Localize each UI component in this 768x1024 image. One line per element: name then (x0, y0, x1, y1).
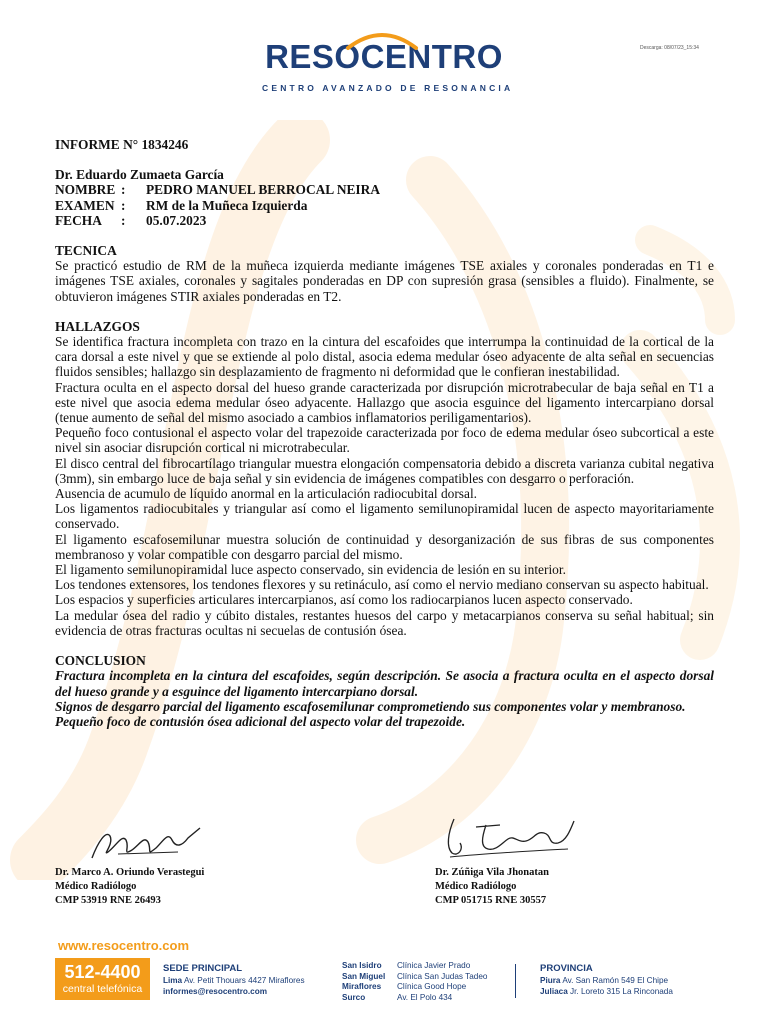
province-address: Av. San Ramón 549 El Chipe (562, 976, 669, 985)
website-link[interactable]: www.resocentro.com (58, 938, 189, 953)
footer-divider (515, 964, 516, 998)
download-stamp: Descarga: 08/07/23_15:34 (640, 45, 699, 51)
conclusion-paragraph: Pequeño foco de contusión ósea adicional del aspecto volar del trapezoide. (55, 713, 466, 729)
conclusion-paragraph: Fractura incompleta en la cintura del escafoides, según descripción. Se asocia a fractura oculta en el aspecto dorsal del hueso grande y a esguince del ligamento intercarpiano dorsal. (55, 668, 714, 699)
conclusion-paragraph: Signos de desgarro parcial del ligamento escafosemilunar comprometiendo sus componentes volar y membranoso. (55, 698, 686, 714)
signer-name: Dr. Marco A. Oriundo Verastegui (55, 867, 205, 878)
province-city: Juliaca (540, 987, 568, 996)
clinic-area: Surco (342, 992, 366, 1002)
province-info (540, 963, 673, 997)
clinic-name: Av. El Polo 434 (397, 992, 453, 1002)
finding-paragraph: Los ligamentos radiocubitales y triangular así como el ligamento semilunopiramidal lucen de aspecto mayoritariamente conservado. (55, 501, 714, 532)
finding-paragraph: Se identifica fractura incompleta con trazo en la cintura del escafoides que interrumpa la continuidad de la cortical de la cara dorsal a este nivel y que se extiende al polo distal, asocia edema medular óseo adyacente de alta señal en secuencias fluidos sensibles; hallazgo sin desplazamiento de fragmento ni deformidad que le confieran inestabilidad. (55, 334, 714, 380)
clinic-row (342, 972, 487, 983)
meta-colon: : (121, 197, 126, 213)
report-body (55, 137, 714, 729)
province-row (540, 986, 673, 997)
signer-name: Dr. Zúñiga Vila Jhonatan (435, 867, 549, 878)
finding-paragraph: Pequeño foco contusional el aspecto volar del trapezoide caracterizada por foco de edema medular óseo subcortical a este nivel sin asociar disrupción cortical ni microtrabecular. (55, 425, 714, 456)
clinic-row (342, 961, 487, 972)
meta-row-exam (55, 198, 714, 213)
signature-left (55, 866, 204, 908)
meta-value: RM de la Muñeca Izquierda (146, 197, 308, 213)
clinic-name: Clínica Javier Prado (397, 961, 471, 970)
logo-arc-icon (342, 28, 422, 52)
hq-district: Lima (163, 976, 183, 985)
finding-paragraph: La medular ósea del radio y cúbito distales, restantes huesos del carpo y metacarpianos conserva su señal habitual; sin evidencia de otras fracturas ocultas ni secuelas de contusión ósea. (55, 607, 714, 638)
meta-value: 05.07.2023 (146, 212, 207, 228)
logo-name: RESOCENTRO (265, 38, 503, 75)
hq-title: SEDE PRINCIPAL (163, 963, 243, 974)
logo-wordmark (262, 38, 506, 76)
meta-row-name (55, 182, 714, 197)
finding-paragraph: Los tendones extensores, los tendones flexores y su retináculo, así como el nervio mediano conservan su aspecto habitual. (55, 577, 709, 593)
referring-doctor: Dr. Eduardo Zumaeta García (55, 167, 224, 183)
findings-heading: HALLAZGOS (55, 318, 140, 334)
technique-text: Se practicó estudio de RM de la muñeca izquierda mediante imágenes TSE axiales y coronales ponderadas en T1 e imágenes TSE axiales, coronales y sagitales ponderadas en DP con supresión grasa (sensibles a fluido). Finalmente, se obtuvieron imágenes STIR axiales ponderadas en T2. (55, 258, 714, 304)
clinic-area: San Isidro (342, 961, 382, 970)
meta-colon: : (121, 212, 126, 228)
finding-paragraph: El ligamento escafosemilunar muestra solución de continuidad y desorganización de sus fibras de sus componentes membranoso y volar compatible con desgarro parcial del mismo. (55, 531, 714, 562)
signature-right-image (440, 813, 580, 863)
signer-role: Médico Radiólogo (55, 881, 137, 892)
signature-left-image (88, 822, 213, 864)
clinic-row (342, 982, 487, 993)
meta-label: NOMBRE (55, 182, 116, 198)
finding-paragraph: El disco central del fibrocartílago triangular muestra elongación compensatoria debido a discreta varianza cubital negativa (3mm), sin embargo luce de baja señal y sin evidencia de imágenes compatibles con desgarro o perforación. (55, 455, 714, 486)
clinic-area: Miraflores (342, 982, 382, 991)
meta-row-date (55, 213, 714, 228)
finding-paragraph: El ligamento semilunopiramidal luce aspecto conservado, sin evidencia de lesión en su interior. (55, 562, 566, 578)
finding-paragraph: Fractura oculta en el aspecto dorsal del hueso grande caracterizada por disrupción microtrabecular de baja señal en T1 a este nivel que asocia edema medular óseo adyacente. Hallazgo que asocia esguince del ligamento intercarpiano dorsal (tenue aumento de señal del mismo asociado a cambios inflamatorios periligamentarios). (55, 379, 714, 426)
phone-number: 512-4400 (64, 962, 141, 982)
hq-address-line (163, 975, 305, 986)
meta-label: EXAMEN (55, 197, 115, 213)
headquarters-info (163, 963, 305, 997)
signer-cmp: CMP 051715 RNE 30557 (435, 895, 547, 906)
province-title: PROVINCIA (540, 963, 593, 974)
clinic-name: Clínica Good Hope (397, 982, 467, 991)
conclusion-heading: CONCLUSION (55, 653, 146, 669)
clinic-area: San Miguel (342, 971, 386, 981)
meta-value: PEDRO MANUEL BERROCAL NEIRA (146, 182, 380, 198)
report-title: INFORME N° 1834246 (55, 137, 189, 152)
logo-tagline: CENTRO AVANZADO DE RESONANCIA (262, 83, 514, 93)
clinic-name: Clínica San Judas Tadeo (397, 971, 488, 981)
signature-right (435, 866, 549, 908)
province-city: Piura (540, 976, 561, 985)
finding-paragraph: Los espacios y superficies articulares intercarpianos, así como los radiocarpianos lucen aspecto conservado. (55, 592, 633, 608)
logo (262, 38, 514, 93)
hq-address: Av. Petit Thouars 4427 Miraflores (183, 976, 305, 985)
province-address: Jr. Loreto 315 La Rinconada (570, 987, 673, 996)
phone-box[interactable] (55, 958, 150, 1000)
hq-email[interactable]: informes@resocentro.com (163, 987, 267, 996)
signer-cmp: CMP 53919 RNE 26493 (55, 895, 161, 906)
clinic-list (342, 961, 487, 1003)
meta-colon: : (121, 182, 126, 198)
clinic-row (342, 993, 487, 1004)
phone-label: central telefónica (62, 983, 143, 995)
meta-label: FECHA (55, 212, 102, 228)
finding-paragraph: Ausencia de acumulo de líquido anormal en la articulación radiocubital dorsal. (55, 486, 478, 502)
signer-role: Médico Radiólogo (435, 881, 517, 892)
province-row (540, 975, 673, 986)
technique-heading: TECNICA (55, 243, 117, 259)
